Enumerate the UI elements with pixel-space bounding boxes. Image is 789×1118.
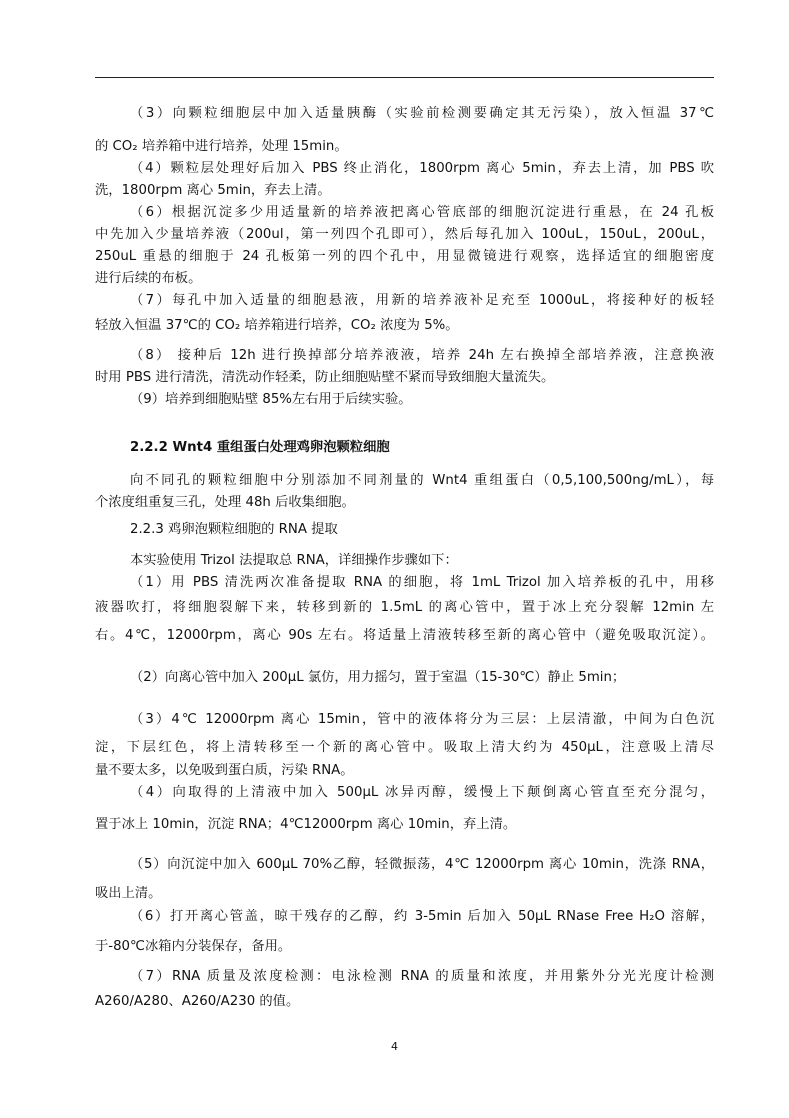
text-line: （3）向颗粒细胞层中加入适量胰酶（实验前检测要确定其无污染），放入恒温 37℃: [130, 106, 714, 121]
text-line: （6）打开离心管盖，晾干残存的乙醇，约 3-5min 后加入 50μL RNase Free H₂O 溶解，: [130, 909, 714, 924]
text-line: （9）培养到细胞贴壁 85%左右用于后续实验。: [130, 392, 412, 407]
text-line: （6）根据沉淀多少用适量新的培养液把离心管底部的细胞沉淀进行重悬，在 24 孔板: [130, 205, 714, 220]
section-heading: 2.2.3 鸡卵泡颗粒细胞的 RNA 提取: [130, 522, 338, 537]
text-line: 淀，下层红色，将上清转移至一个新的离心管中。吸取上清大约为 450μL，注意吸上清尽: [95, 740, 714, 755]
text-line: 洗，1800rpm 离心 5min，弃去上清。: [95, 183, 331, 198]
text-line: 本实验使用 Trizol 法提取总 RNA，详细操作步骤如下：: [130, 553, 458, 568]
text-line: 时用 PBS 进行清洗，清洗动作轻柔，防止细胞贴壁不紧而导致细胞大量流失。: [95, 370, 555, 385]
text-line: 的 CO₂ 培养箱中进行培养，处理 15min。: [95, 139, 348, 154]
text-line: A260/A280、A260/A230 的值。: [95, 994, 300, 1009]
text-line: 液器吹打，将细胞裂解下来，转移到新的 1.5mL 的离心管中，置于冰上充分裂解 12min 左: [95, 600, 714, 615]
text-line: （7）每孔中加入适量的细胞悬液，用新的培养液补足充至 1000uL，将接种好的板轻: [130, 293, 714, 308]
text-line: （3）4℃ 12000rpm 离心 15min，管中的液体将分为三层：上层清澈，中间为白色沉: [130, 712, 714, 727]
text-line: 右。4℃，12000rpm，离心 90s 左右。将适量上清液转移至新的离心管中（避免吸取沉淀）。: [95, 628, 714, 643]
page-number: 4: [391, 1040, 398, 1053]
section-heading: 2.2.2 Wnt4 重组蛋白处理鸡卵泡颗粒细胞: [130, 440, 390, 455]
text-line: 吸出上清。: [95, 886, 162, 901]
header-rule: [95, 77, 714, 78]
text-line: 于-80℃冰箱内分装保存，备用。: [95, 939, 292, 954]
text-line: （4）向取得的上清液中加入 500μL 冰异丙醇，缓慢上下颠倒离心管直至充分混匀，: [130, 785, 714, 800]
text-line: （5）向沉淀中加入 600μL 70%乙醇，轻微振荡，4℃ 12000rpm 离心 10min，洗涤 RNA，: [130, 857, 714, 872]
text-line: （2）向离心管中加入 200μL 氯仿，用力摇匀，置于室温（15-30℃）静止 5min；: [130, 670, 626, 685]
text-line: 向不同孔的颗粒细胞中分别添加不同剂量的 Wnt4 重组蛋白（0,5,100,500ng/mL），每: [130, 473, 714, 488]
text-line: （4）颗粒层处理好后加入 PBS 终止消化，1800rpm 离心 5min，弃去上清，加 PBS 吹: [130, 161, 714, 176]
text-line: 置于冰上 10min，沉淀 RNA；4℃12000rpm 离心 10min，弃上清。: [95, 817, 517, 832]
text-line: 个浓度组重复三孔，处理 48h 后收集细胞。: [95, 495, 355, 510]
text-line: （8） 接种后 12h 进行换掉部分培养液液，培养 24h 左右换掉全部培养液，注意换液: [130, 348, 714, 363]
text-line: 中先加入少量培养液（200ul，第一列四个孔即可），然后每孔加入 100uL，150uL，200uL，: [95, 227, 714, 242]
text-line: 轻放入恒温 37℃的 CO₂ 培养箱进行培养，CO₂ 浓度为 5%。: [95, 318, 459, 333]
text-line: （7）RNA 质量及浓度检测：电泳检测 RNA 的质量和浓度，并用紫外分光光度计检测: [130, 969, 714, 984]
text-line: 量不要太多，以免吸到蛋白质，污染 RNA。: [95, 763, 354, 778]
text-line: （1）用 PBS 清洗两次准备提取 RNA 的细胞，将 1mL Trizol 加入培养板的孔中，用移: [130, 575, 714, 590]
text-line: 进行后续的布板。: [95, 271, 202, 286]
text-line: 250uL 重悬的细胞于 24 孔板第一列的四个孔中，用显微镜进行观察，选择适宜的细胞密度: [95, 249, 714, 264]
